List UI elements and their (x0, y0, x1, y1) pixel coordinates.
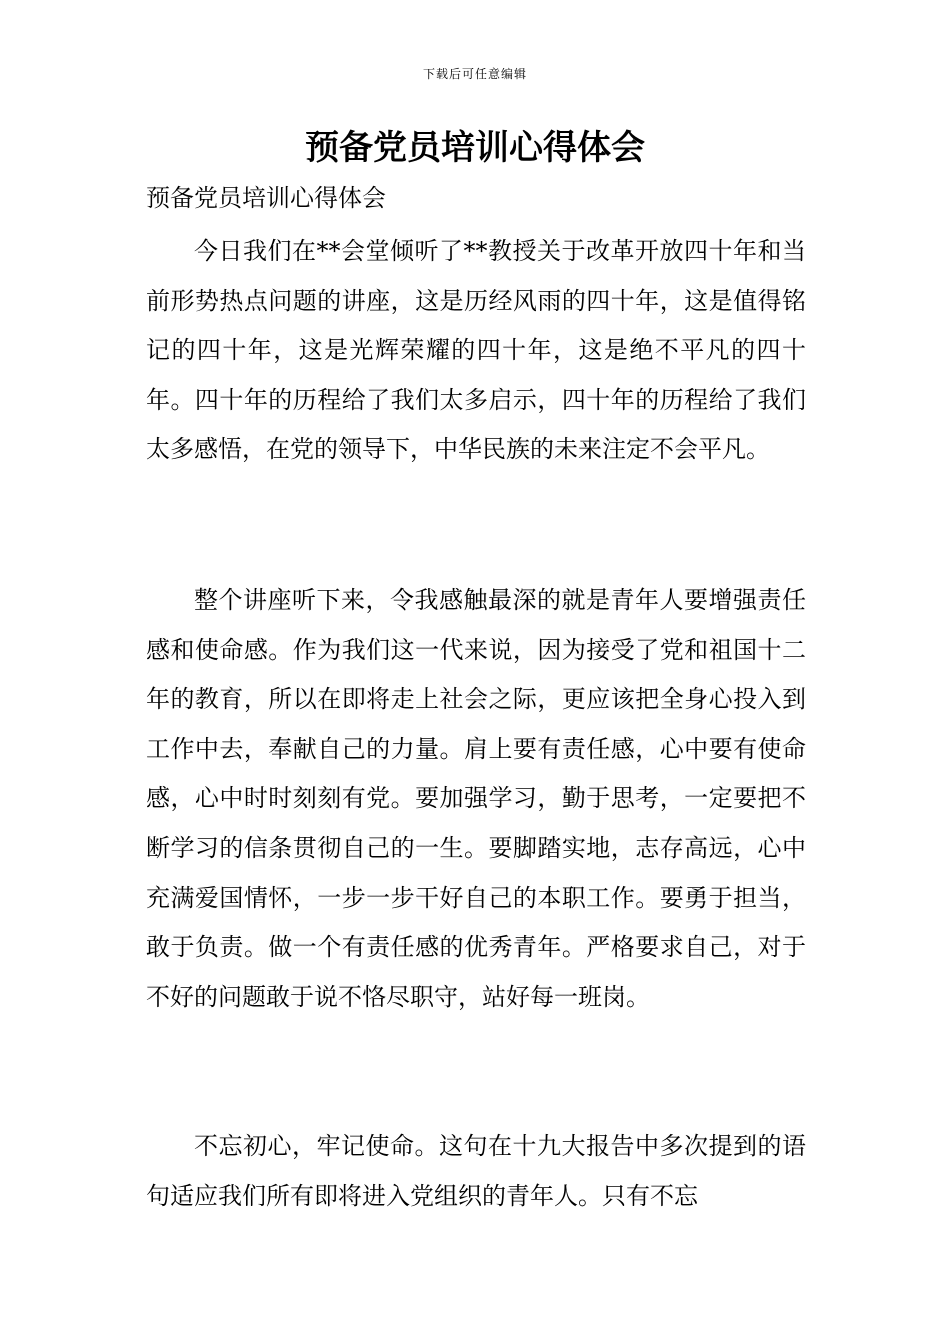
document-title: 预备党员培训心得体会 (305, 128, 645, 168)
paragraph-3: 不忘初心，牢记使命。这句在十九大报告中多次提到的语句适应我们所有即将进入党组织的青年人。只有不忘 (146, 1132, 806, 1210)
header-note: 下载后可任意编辑 (422, 67, 527, 81)
paragraph-1: 今日我们在**会堂倾听了**教授关于改革开放四十年和当前形势热点问题的讲座，这是历经风雨的四十年，这是值得铭记的四十年，这是光辉荣耀的四十年，这是绝不平凡的四十年。四十年的历程给了我们太多启示，四十年的历程给了我们太多感悟，在党的领导下，中华民族的未来注定不会平凡。 (146, 237, 806, 464)
paragraph-2: 整个讲座听下来，令我感触最深的就是青年人要增强责任感和使命感。作为我们这一代来说，因为接受了党和祖国十二年的教育，所以在即将走上社会之际，更应该把全身心投入到工作中去，奉献自己的力量。肩上要有责任感，心中要有使命感，心中时时刻刻有党。要加强学习，勤于思考，一定要把不断学习的信条贯彻自己的一生。要脚踏实地，志存高远，心中充满爱国情怀，一步一步干好自己的本职工作。要勇于担当，敢于负责。做一个有责任感的优秀青年。严格要求自己，对于不好的问题敢于说不恪尽职守，站好每一班岗。 (146, 586, 806, 1011)
document-subtitle: 预备党员培训心得体会 (146, 184, 386, 212)
